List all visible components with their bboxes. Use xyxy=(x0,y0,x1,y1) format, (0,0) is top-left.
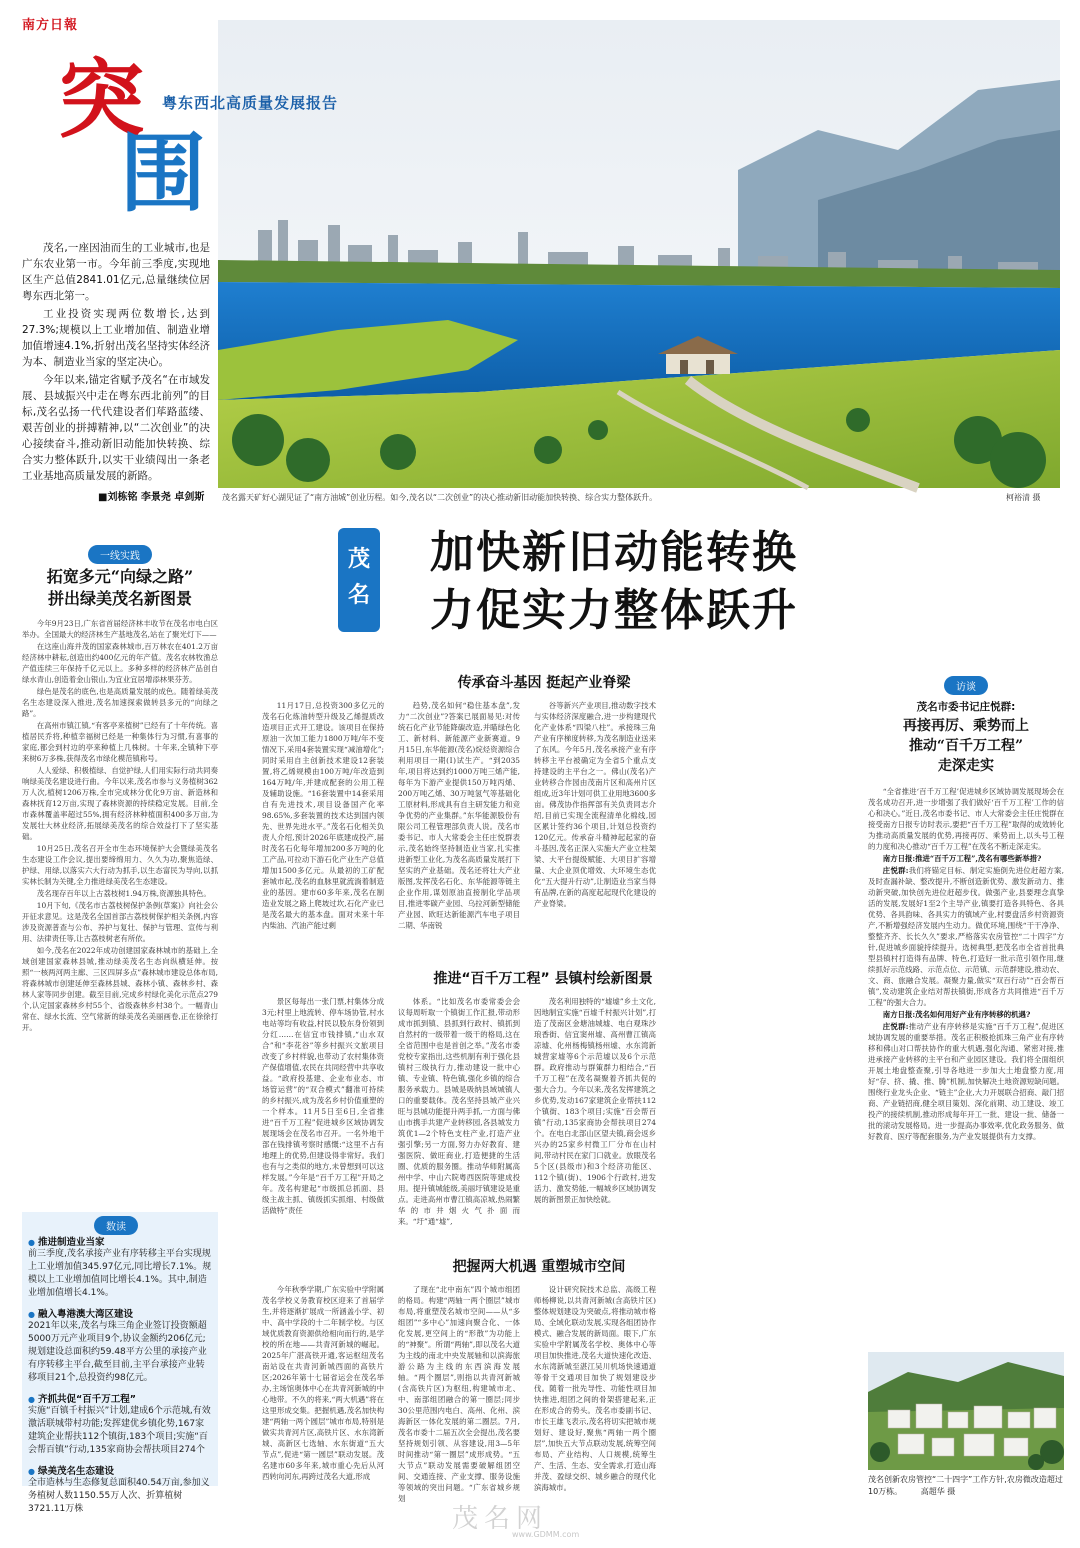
data-item-title: ● 推进制造业当家 xyxy=(28,1234,212,1248)
interview-paragraph xyxy=(868,786,1064,852)
village-illustration xyxy=(868,1352,1064,1470)
data-item xyxy=(28,1463,212,1516)
section-heading-city: 把握两大机遇 重塑城市空间 xyxy=(452,1259,626,1275)
data-item-text: 实施“百镇千村振兴”计划,建成6个示范城,有效激活联城带村功能;发挥建优乡镇化势,167家建筑企业帮扶112个镇街,183个项目;实施“百会帮百镇”行动,135家商协会帮扶项目274个 xyxy=(28,1406,211,1455)
main-headline xyxy=(430,524,798,640)
interview-answer: 我们将锚定目标、制定实施倒先进位赶超方案,及时查漏补缺、整改提升,不断创造新优势、激发新动力、推动新突破,加快创先进位赶超步伐。做强产业,县要理念真挚活的发展,发展好1至2个主导产业,镇要打造各具特色、各具优势、各具韵味、各具实力的镇域产业,村要盘活乡村资源资产,不断增强经济发展内生动力。做优环境,围绕“干干净净、整整齐齐、长长久久”要求,严格落实农房管控“二十四字”方针,促进城乡面貌持续提升。选树典型,把茂名市全省首批典型县镇村打造得有品牌、特色,打造好一批示范引领作用,继续抓好示范线路、示范点位、示范镇、示范群建设,推动农、文、商、旅融合发展。凝聚力量,做实“双百行动”“百会帮百镇”,发动建筑企业结对帮扶镇街,形成各方共同推进“百千万工程”的强大合力。 xyxy=(868,866,1064,1007)
hero-credit: 柯裕清 摄 xyxy=(1006,493,1041,502)
frontline-title-line: 拼出绿美茂名新图景 xyxy=(47,589,192,608)
frontline-paragraph: 10月25日,茂名召开全市生态环境保护大会暨绿美茂名生态建设工作会议,提出要缔绵用力、久久为功,聚焦造绿、护绿、用绿,以落实六大行动为抓手,以生态富民为导向,以抓实林长制为关键,全力推进绿美茂名生态建设。 xyxy=(22,844,218,886)
article-paragraph: 了现在“北中南东”四个城市组团的格局。构建“两轴一两个圈层”城市布局,将重塑茂名城市空间——从“多组团”“多中心”加速向聚合化、一体化发展,更空间上的“形散”为功能上的“神聚”。所谓“两轴”,即以茂名大道为主线的南北中央发展轴和以滨海旅游公路为主线的东西滨海发展轴。“两个圈层”,则指以共青河新城(含高铁片区)为枢纽,构建城市北、中、南部组团融合的第一圈层;同步30公里范围内电白、高州、化州、滨海新区一体化发展的第二圈层。7月,茂名市委十二届五次全会提出,茂名要坚持规划引领、从容建设,用3—5年时间推动“第一圈层”成形成势。“五大节点”联动发展需要破解组团空间、交通连接、产业支撑、服务设施等领域的突出问题。“广东省城乡规划 xyxy=(398,1285,520,1503)
interview-subtitle: 茂名市委书记庄悦群: xyxy=(916,701,1016,713)
data-item-title: ● 绿美茂名生态建设 xyxy=(28,1463,212,1477)
interview-answer: 推动产业有序转移是实施“百千万工程”,促进区域协调发展的重要举措。茂名正积极抢抓珠三角产业有序转移和佛山对口帮扶协作的重大机遇,强化沟通、紧密对接,推进承接产业转移的主平台和产业园区建设。我们将全面组织开展土地盘整查聚,引导各地进一步加大土地盘整力度,用好“存、挤、撬、推、腾”机制,加快解决土地资源短缺问题。围绕行业龙头企业、“链主”企业,大力开展联合招商、敲门招商、产业链招商,健全项目策划、深化前期、动工建设、竣工投产的接续机制,推动形成每年开工一批、建设一批、储备一批的滚动发展格局。进一步提高办事效率,优化政务服务、做好教育、医疗等配套服务,为产业发展提供有力支撑。 xyxy=(868,1022,1064,1141)
data-item-text: 全市造林与生态修复总面积40.54万亩,参加义务植树人数1150.55万人次、折算植树3721.11万株 xyxy=(28,1478,210,1514)
frontline-body xyxy=(22,618,218,1033)
article-paragraph: 设计研究院技术总监、高级工程师杨柳说,以共青河新城(含高铁片区)整体规划建设为突破点,将推动城市格局、全域化联动发展,实现各组团协作模式、融合发展的新局面。眼下,广东实验中学附属茂名学校、奥体中心等项目加快推进,茂名大道快速化改造、水东湾新城至湛江吴川机场快速通道等骨干交通项目加快了规划建设步伐。随着一批先导性、功能性项目加快推进,组团之间的骨架搭建起来,正在形成合的势头。茂名市委副书记、市长王雄飞表示,茂名将切实把城市规划好、建设好,聚焦“两轴一两个圈层”,加快五大节点联动发展,统筹空间布局、产业结构、人口规模,统筹生产、生活、生态、安全需求,打造山海并茂、盈绿交织、城乡融合的现代化滨海城市。 xyxy=(534,1285,656,1492)
headline-line: 加快新旧动能转换 xyxy=(430,527,798,578)
data-item-text: 前三季度,茂名承接产业有序转移主平台实现规上工业增加值345.97亿元,同比增长7.1%。规模以上工业增加值同比增长4.1%。其中,制造业增加值增长4.1%。 xyxy=(28,1249,212,1298)
article-column xyxy=(262,1284,384,1498)
hero-photo xyxy=(218,20,1060,488)
authors-byline: ■刘栋铭 李景尧 卓剑斯 xyxy=(98,492,205,503)
article-column xyxy=(534,1284,656,1498)
article-column xyxy=(398,700,520,964)
interview-paragraph xyxy=(868,1021,1064,1142)
frontline-paragraph: 如今,茂名在2022年成功创建国家森林城市的基础上,全域创建国家森林县城,推动绿美茂名生态向纵横延伸。按照“一核两河两主廊、三区四屏多点”森林城市建设总体布局,将森林城市创建延伸至森林县城、森林小镇、森林乡村、森林人家等同步创建。截至目前,完成乡村绿化美化示范点279个,认定国家森林乡村55个、省级森林乡村38个。一幅青山常在、绿水长流、空气常新的绿美茂名美丽画卷,正在徐徐打开。 xyxy=(22,946,218,1032)
section-industry-columns xyxy=(262,700,656,964)
article-column xyxy=(398,996,520,1244)
data-item-text: 2021年以来,茂名与珠三角企业签订投资额超5000万元产业项目9个,协议金额约206亿元;规划建设总面积约59.48平方公里的承接产业有序转移主平台,截至目前,主平台承接产业转移项目21个,总投资约98亿元。 xyxy=(28,1321,207,1383)
frontline-paragraph: 人人爱绿、积极植绿、自觉护绿,人们用实际行动共同奏响绿美茂名建设进行曲。今年以来,茂名市参与义务植树362万人次,植树1206万株,全市完成林分优化9万亩、新造林和森林抚育12万亩,实现了森林资源的持续稳定发展。目前,全市森林覆盖率超过55%,拥有经济林种植面积400多万亩,为发展壮大林业经济,拓展绿美茂名的综合效益打下了坚实基础。 xyxy=(22,766,218,841)
frontline-paragraph: 绿色是茂名的底色,也是高质量发展的成色。随着绿美茂名生态建设深入推进,茂名加速探索做转县多元的“向绿之路”。 xyxy=(22,687,218,718)
headline-line: 力促实力整体跃升 xyxy=(430,585,798,636)
interview-question: 南方日报:茂名如何用好产业有序转移的机遇? xyxy=(882,1010,1031,1019)
site-watermark-url: www.GDMM.com xyxy=(512,1530,580,1539)
article-paragraph: 体系。“比如茂名市委常委会会议每周听取一个镇街工作汇报,带动形成市抓到镇、县抓到行政村、镇抓到自然村的一级带着一级干的格局,这在全省范围中也是首创之举。”茂名市委党校专家指出,这些机制有利于强化县镇村三级执行力,推动建设一批中心镇、专业镇、特色镇,强化乡镇的综合服务承载力。县城是吸纳县域城镇人口的重要载体。茂名坚持县城产业兴旺与县城功能提升两手抓,一方面与佛山市携手共建产业转移园,各县城发力筑优1—2个特色支柱产业,打造产业强引擎;另一方面,努力办好教育、建强医院、做旺商业,打造便捷的生活圈、优质的服务圈。推动华师附属高州中学、中山六院粤西医院等建成投用。提升镇城能级,美丽圩镇建设是重点。走进高州市曹江镇高凉城,热闹繁华的市井烟火气扑面而来。“圩”通“墟”, xyxy=(398,997,520,1226)
intro-paragraph: 今年以来,锚定省赋予茂名“在市域发展、县域振兴中走在粤东西北前列”的目标,茂名弘扬一代代建设者们荜路蓝缕、艰苦创业的拼搏精神,以“二次创业”的决心接续奋斗,推动新旧动能加快转换、综合实力整体跃升,以实干业绩闯出一条老工业基地高质量发展的新路。 xyxy=(22,374,210,482)
frontline-paragraph: 茂名现存百年以上古荔枝树1.94万株,资源独具特色。 xyxy=(36,889,211,898)
section-heading-county: 推进“百千万工程” 县镇村绘新图景 xyxy=(433,971,653,987)
frontline-pill-row xyxy=(22,544,218,564)
article-column xyxy=(262,996,384,1244)
intro-paragraph: 工业投资实现两位数增长,达到27.3%;规模以上工业增加值、制造业增加值增速4.1%,折射出茂名坚持实体经济为本、制造业当家的坚定决心。 xyxy=(22,308,210,368)
village-photo-caption xyxy=(868,1474,1064,1498)
village-caption-credit: 高超华 摄 xyxy=(920,1487,956,1496)
section-city-columns xyxy=(262,1284,656,1503)
article-paragraph: 景区每每出一张门票,村集体分成3元;村里上地流转、停车场协管,村水电站等均有收益,村民以股东身份领到分红……在信宜市钱排镇,“山水双合”和“李花谷”等乡村振兴文旅项目改变了乡村样貌,也带动了农村集体资产保值增值,农民在共同经营中共享收益。“政府投基建、企业布业态、市场管运营”的“双合模式”翻准可持续的乡村振兴,成为茂名乡村价值重塑的一个样本。11月5日至6日,全省推进“百千万工程”促进城乡区域协调发展现场会在茂名市召开。一名外地干部在钱排镇考察时感慨:“这里不占有地理上的优势,但建设得非常好。我们也有与之类似的地方,未曾想到可以这样发展。”今年是“百千万工程”开局之年。茂名构建起“市级抓总抓面、县级主战主抓、镇级抓实抓细、村级做活做特”责任 xyxy=(262,997,384,1215)
data-item xyxy=(28,1391,212,1457)
data-reading-pill: 数读 xyxy=(94,1216,138,1235)
article-paragraph: 谷等新兴产业项目,推动数字技术与实体经济深度融合,进一步构建现代化产业体系“四梁八柱”。承接珠三角产业有序梯度转移,为茂名制造业送来了东风。今年5月,茂名承接产业有序转移主平台被确定为全省5个重点支持建设的主平台之一。佛山(茂名)产业转移合作园由茂南片区和高州片区组成,近3年计划可供工业用地3600多亩。佛茂协作指挥部有关负责同志介绍,目前已实现全流程清单化棉线,园区累计签约36个项目,计划总投资约120亿元。传承奋斗精神起起家的奋斗基因,茂名正深入实施大产业立柱架梁、大平台提级赋能、大项目扩容增量、大企业顶优增效、大环境生态优化“五大提升行动”,让制造业当家当得有品牌,在新的高度起起现代化建设的产业脊梁。 xyxy=(534,701,656,908)
article-column xyxy=(534,700,656,964)
interview-speaker: 庄悦群: xyxy=(882,866,909,875)
article-paragraph: 11月17日,总投资300多亿元的茂名石化炼油转型升级及乙烯提质改造项目正式开工建设。该项目在保持原油一次加工能力1800万吨/年不变情况下,采用4套装置实现“减油增化”;同时采用自主创新技术建设12套装置,将乙烯规模由100万吨/年改造到164万吨/年,并建成配套的公用工程及辅助设施。“16套装置中14套采用自有先进技术,项目设备国产化率98.65%,多套装置的技术达到国内领先、世界先进水平。”茂名石化相关负责人介绍,预计2026年底建成投产,届时茂名石化每年增加200多万吨的化工产品,可拉动下游石化产业生产总值增加1500多亿元。从最初的工矿配套城市起,茂名的血脉里就流淌着制造业的基因。建市60多年来,茂名在制造业发展之路上爬坡过坎,石化产业已是茂名最大的基本盘。面对未来十年内柴油、汽油产能过剩 xyxy=(262,701,384,930)
interview-title-line: 推动“百千万工程” xyxy=(908,738,1024,754)
frontline-title xyxy=(22,566,218,610)
interview-question: 南方日报:推进“百千万工程”,茂名有哪些新举措? xyxy=(882,854,1042,863)
article-column xyxy=(398,1284,520,1503)
interview-title-line: 再接再厉、乘势而上 xyxy=(903,718,1029,734)
frontline-paragraph: 今年9月23日,广东省首届经济林丰收节在茂名市电白区举办。全国最大的经济林生产基地茂名,站在了聚光灯下—— xyxy=(22,619,218,639)
village-photo xyxy=(868,1352,1064,1470)
article-column xyxy=(262,700,384,964)
frontline-title-line: 拓宽多元“向绿之路” xyxy=(46,567,194,586)
site-watermark: 茂名网 xyxy=(452,1504,549,1534)
intro-text xyxy=(22,240,210,486)
interview-speaker: 庄悦群: xyxy=(882,1022,909,1031)
frontline-pill: 一线实践 xyxy=(88,545,152,564)
interview-paragraph xyxy=(868,865,1064,1008)
series-title: 粤东西北高质量发展报告 xyxy=(162,94,339,112)
interview-column xyxy=(868,676,1064,1296)
interview-body xyxy=(868,786,1064,1142)
data-item xyxy=(28,1306,212,1385)
section-heading-industry: 传承奋斗基因 挺起产业脊梁 xyxy=(457,675,631,691)
series-char-2: 围 xyxy=(120,124,206,224)
interview-title xyxy=(868,716,1064,776)
hero-landscape-illustration xyxy=(218,20,1060,488)
frontline-paragraph: 在这座山海并茂的国家森林城市,百万林农在401.2万亩经济林中耕耘,创造出约400亿元的年产值。茂名农林牧渔总产值连续三年保持千亿元以上。多种多样的经济林产品创自绿水青山,创造着金山银山,为宜业宜居增添林果芬芳。 xyxy=(22,642,218,684)
interview-pill: 访谈 xyxy=(944,676,988,695)
hero-caption: 茂名露天矿好心湖见证了“南方油城”创业历程。如今,茂名以“二次创业”的决心推动新旧动能加快转换、综合实力整体跃升。 xyxy=(222,493,658,502)
newspaper-logo: 南方日報 xyxy=(22,18,79,33)
interview-answer: “全省推进‘百千万工程’促进城乡区域协调发展现场会在茂名成功召开,进一步增强了我们做好‘百千万工程’工作的信心和决心。”近日,茂名市委书记、市人大常委会主任庄悦群在接受南方日报专访时表示,要把“百千万工程”取得的成效转化为推动高质量发展的优势,再接再厉、乘势而上,以头号工程的力度和决心推动“百千万工程”在茂名不断走深走实。 xyxy=(868,787,1064,851)
series-char-1: 突 xyxy=(58,50,144,150)
article-paragraph: 茂名利用独特的“墟墟”乡土文化,因地制宜实施“百墟千村振兴计划”,打造了茂南区金塘油城墟、电白观珠沙琅香街、信宜窦州墟、高州曹江镇高凉墟、化州杨梅镇杨州墟、水东湾新城营家墟等6个示范墟以及6个示范群。政府推动与群策群力相结合,“百千万工程”在茂名凝聚着齐抓共促的强大合力。今年以来,茂名发挥建筑之乡优势,发动167家建筑企业帮扶112个镇街、183个项目;实施“百会帮百镇”行动,135家商协会帮扶项目274个。在电白北部山区望夫镇,商会返乡兴办的25家乡村微工厂分布在山村间,带动村民在家门口就业。放眼茂名5个区(县级市)和3个经济功能区、112个镇(街)、1906个行政村,进发活力、激发势能,一幅城乡区域协调发展的新图景正加快绘就。 xyxy=(534,997,656,1204)
frontline-paragraph: 在高州市镇江镇,“有客亭来植树”已经有了十年传统。喜植居民乔将,种植幸福树已经是一种集体行为习惯,有喜事的家庭,都会到村边的亭来种植上几株树。十年来,全镇种下亭来树6万多株,获得茂名市绿化模范镇称号。 xyxy=(22,721,218,763)
article-column xyxy=(534,996,656,1244)
village-caption-text: 茂名创新农房管控“二十四字”工作方针,农房微改造超过10万栋。 xyxy=(868,1475,1063,1496)
data-item xyxy=(28,1234,212,1300)
interview-paragraph xyxy=(868,853,1064,864)
article-paragraph: 趋势,茂名如何“稳住基本盘”,发力“二次创业”?答案已展面易见:对传统石化产业节能降碳改造,并瞄绿色化工、新材料、新能源产业新赛道。9月15日,东华能源(茂名)烷烃资源综合利用项目一期(Ⅰ)试生产。“到2035年,项目将达到约1000万吨三烯产能,每年为下游产业提供150万吨丙烯、200万吨乙烯、30万吨氢气等基础化工原材料,形成具有自主研发能力和竞争优势的产业集群。”东华能源股份有限公司工程管理部负责人说。茂名市委书记、市人大常委会主任庄悦群表示,茂名始终坚持制造业当家,扎实推进新型工业化,为茂名高质量发展打下坚实的产业基础。茂名还将壮大产业版图,发挥茂名石化、东华能源等链主企业作用,谋划原油直接制化学品项目,推进零碳产业园、乌拉河新型储能产业园、欧旺达新能源汽车电子项目二期、华南锐 xyxy=(398,701,520,930)
data-reading-box xyxy=(22,1212,218,1514)
article-paragraph: 今年秋季学期,广东实验中学附属茂名学校义务教育校区迎来了首届学生,并将逐渐扩展成一所涵盖小学、初中、高中学段的十二年制学校。与区域优质教育资源供给相向而行的,是学校的所在地——共青河新城的崛起。2025年广湛高铁开通,客运枢纽茂名南站设在共青河新城西面的高铁片区;2026年第十七届省运会在茂名举办,主场馆奥体中心在共青河新城的中心地带。不久的将来,“两大机遇”将在这里形成交集。把握机遇,茂名加快构建“两轴一两个圆层”城市布局,特别是做实共青河片区,高铁片区、水东湾新城、高新区七选轴、水东街道“五大节点”,促进“第一圆层”联动发展。茂名建市60多年来,城市重心先后从河西转向河东,再跨过茂名大道,形成 xyxy=(262,1285,384,1481)
maoming-badge: 茂名 xyxy=(338,528,380,632)
interview-paragraph xyxy=(868,1009,1064,1020)
interview-title-line: 走深走实 xyxy=(938,758,994,774)
data-item-title: ● 融入粤港澳大湾区建设 xyxy=(28,1306,212,1320)
data-item-title: ● 齐抓共促“百千万工程” xyxy=(28,1391,212,1405)
intro-paragraph: 茂名,一座因油而生的工业城市,也是广东农业第一市。今年前三季度,实现地区生产总值2841.01亿元,总量继续位居粤东西北第一。 xyxy=(22,242,210,302)
frontline-paragraph: 10月下旬,《茂名市古荔枝树保护条例(草案)》向社会公开征求意见。这是茂名全国首部古荔枝树保护相关条例,内容涉及资源普查与公布、养护与复壮、保护与管理、宣传与利用、法律责任等,让古荔枝树老有所依。 xyxy=(22,901,218,943)
section-county-columns xyxy=(262,996,656,1244)
